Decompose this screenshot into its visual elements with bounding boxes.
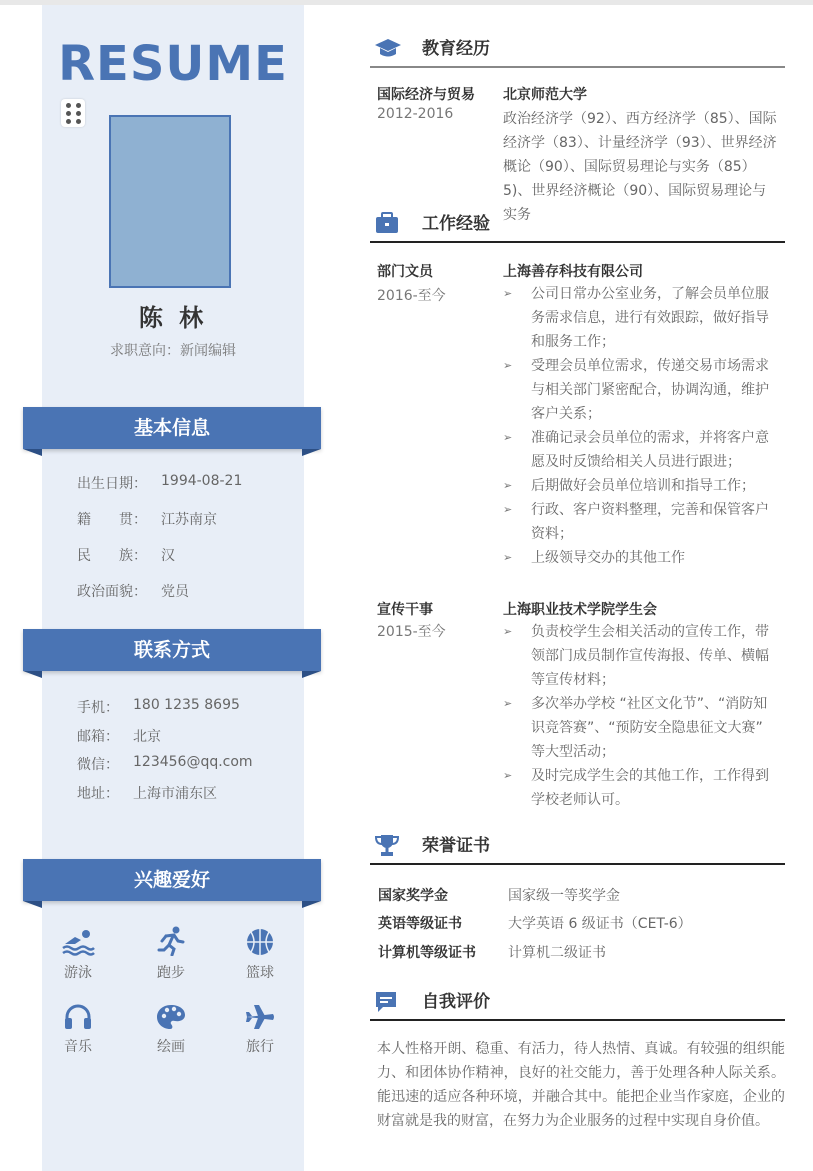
job-company: 上海职业技术学院学生会 [503,602,657,618]
headphones-icon [63,1004,93,1030]
contact-row: 地址： 上海市浦东区 [77,786,217,802]
job-period: 2015-至今 [377,624,446,640]
basic-info-row: 籍 贯： 江苏南京 [77,512,217,528]
job-role: 部门文员 [377,264,433,280]
hobby-travel: 旅行 [230,1004,290,1056]
section-divider [370,241,785,243]
job-intent: 求职意向：新闻编辑 [110,343,236,359]
hobby-basketball: 篮球 [230,928,290,982]
list-item: ➢ 受理会员单位需求，传递交易市场需求与相关部门紧密配合，协调沟通，维护客户关系； [503,354,780,426]
honors-header: 荣誉证书 [370,831,785,865]
job-company: 上海善存科技有限公司 [503,264,643,280]
list-item: ➢ 多次举办学校 “社区文化节”、“消防知识竞答赛”、“预防安全隐患征文大赛” 等大型活动； [503,692,780,764]
section-divider [370,66,785,68]
list-item: ➢ 后期做好会员单位培训和指导工作； [503,474,780,498]
basic-info-ribbon: 基本信息 [23,407,321,449]
honor-row: 计算机等级证书 计算机二级证书 [378,945,606,961]
basic-info-row: 政治面貌： 党员 [77,584,189,600]
candidate-name: 陈 林 [138,304,208,332]
education-header: 教育经历 [370,34,785,68]
list-item: ➢ 负责校学生会相关活动的宣传工作，带领部门成员制作宣传海报、传单、横幅等宣传材料； [503,620,780,692]
list-item: ➢ 准确记录会员单位的需求，并将客户意愿及时反馈给相关人员进行跟进； [503,426,780,474]
self-eval-text: 本人性格开朗、稳重、有活力，待人热情、真诚。有较强的组织能力、和团体协作精神，良好的社交能力，善于处理各种人际关系。能迅速的适应各种环境，并融合其中。能把企业当作家庭，企业的财富就是我的财富，在努力为企业服务的过程中实现自身价值。 [377,1041,785,1129]
contact-row: 微信： 123456@qq.com [77,754,253,773]
self-eval-header: 自我评价 [370,987,785,1021]
hobby-swimming: 游泳 [48,928,108,982]
comment-icon [374,989,398,1015]
graduation-cap-icon [374,36,402,60]
basic-info-row: 出生日期： 1994-08-21 [77,473,243,492]
education-major: 国际经济与贸易 [377,87,475,103]
contact-row: 邮箱： 北京 [77,729,161,745]
list-item: ➢ 公司日常办公室业务，了解会员单位服务需求信息，进行有效跟踪，做好指导和服务工作； [503,282,780,354]
job-role: 宣传干事 [377,602,433,618]
hobby-painting: 绘画 [141,1004,201,1056]
education-school: 北京师范大学 [503,87,587,103]
swimming-icon [61,928,95,956]
job-period: 2016-至今 [377,288,446,304]
contact-ribbon: 联系方式 [23,629,321,671]
job-duties [503,282,780,570]
profile-photo[interactable] [109,115,231,288]
contact-row: 手机： 180 1235 8695 [77,697,240,716]
list-item: ➢ 行政、客户资料整理，完善和保管客户资料； [503,498,780,546]
hobby-music: 音乐 [48,1004,108,1056]
palette-icon [156,1004,186,1030]
section-divider [370,863,785,865]
hobbies-ribbon: 兴趣爱好 [23,859,321,901]
list-item: ➢ 上级领导交办的其他工作 [503,546,780,570]
honor-row: 国家奖学金 国家级一等奖学金 [378,888,620,904]
list-item: ➢ 及时完成学生会的其他工作，工作得到学校老师认可。 [503,764,780,812]
hobby-running: 跑步 [141,926,201,982]
education-period: 2012-2016 [377,106,454,122]
basic-info-row: 民 族： 汉 [77,548,175,564]
honor-row: 英语等级证书 大学英语 6 级证书（CET-6） [378,916,692,932]
drag-handle-icon[interactable] [61,99,85,127]
airplane-icon [245,1004,275,1030]
job-duties [503,620,780,812]
briefcase-icon [374,211,400,235]
running-icon [154,926,188,956]
education-courses: 政治经济学（92）、西方经济学（85）、国际经济学（83）、计量经济学（93）、世界经济概论（90）、国际贸易理论与实务（85）5)、世界经济概论（90）、国际贸易理论与实务 [503,111,777,223]
basketball-icon [245,928,275,956]
trophy-icon [374,833,400,859]
resume-title: RESUME [58,36,288,92]
section-divider [370,1019,785,1021]
work-header: 工作经验 [370,209,785,243]
